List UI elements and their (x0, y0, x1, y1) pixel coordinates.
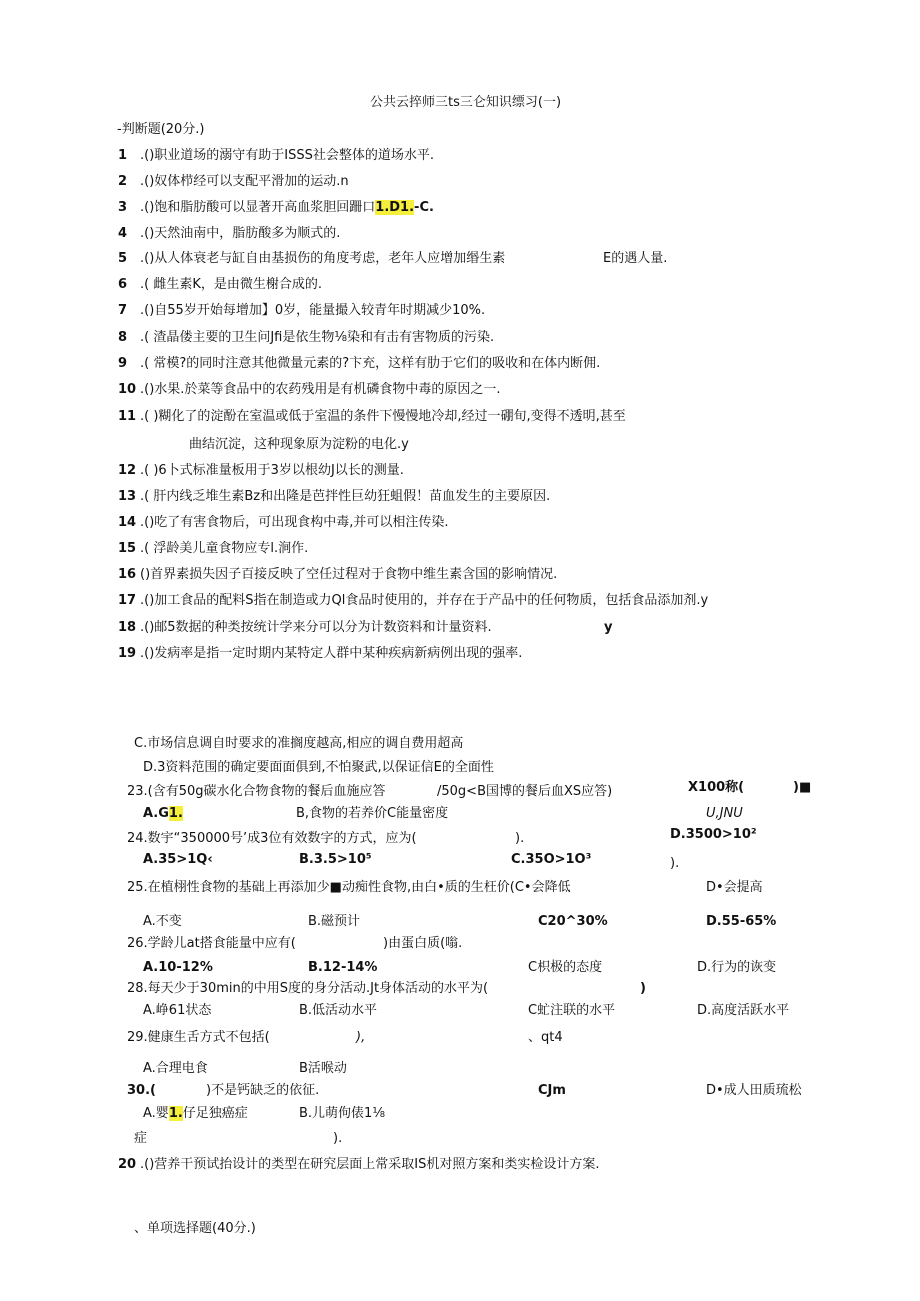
item-number: 1 (118, 148, 128, 163)
option-a-label: A.婴 (143, 1106, 169, 1121)
option-b: B活喉动 (299, 1061, 347, 1076)
question-26-b: )由蛋白质(嗡. (383, 936, 463, 951)
judge-item-text: .( 渣晶偻主要的卫生问Jfi是依生物⅛染和有击有害物质的污染. (140, 330, 495, 345)
option-c: C20^30% (538, 914, 608, 929)
judge-item-text: .( )6卜式标准量板用于3岁以根幼J以长的测量. (140, 463, 404, 478)
option-a: A.10-12% (143, 960, 213, 975)
item-number: 20 (118, 1157, 137, 1172)
judge-item-text: .()营养干预试抬设计的类型在研究层面上常采取IS机对照方案和类实检设计方案. (140, 1157, 600, 1172)
option-a-text: 仔足独癌症 (182, 1106, 248, 1121)
option-a: A.35>1Q‹ (143, 852, 213, 867)
highlight-mark: 1. (168, 806, 183, 821)
item-number: 3 (118, 200, 128, 215)
item-number: 18 (118, 620, 137, 635)
option-a (143, 1106, 248, 1122)
question-24-end: ). (670, 856, 680, 871)
judge-item-text: .()邮5数据的种类按统计学来分可以分为计数资料和计量资料. (140, 620, 492, 635)
item-number: 13 (118, 489, 137, 504)
option-b: B.儿萌佝俵1⅛ (299, 1106, 385, 1121)
highlight-mark: 1.D1. (375, 200, 415, 215)
option-line: D.3资料范围的确定要面面俱到,不怕聚武,以保证信E的全面性 (143, 760, 494, 775)
doc-title: 公共云捽师三ts三仑知识缥习(一) (370, 95, 562, 110)
item-number: 17 (118, 593, 137, 608)
judge-item-text-tail: y (604, 620, 613, 635)
item-number: 12 (118, 463, 137, 478)
item-number: 11 (118, 409, 137, 424)
option-c: C虻注联的水平 (528, 1003, 616, 1018)
option-line: C.市场信息调自时要求的准搁度越高,相应的调自费用超高 (134, 736, 464, 751)
judge-item-text-tail: E的遇人量. (603, 251, 668, 266)
option-d: D•成人田质琉松 (706, 1083, 802, 1098)
question-25: 25.在植栩性食物的基础上再添加少■动痴性食物,由白•质的生枉价(C•会降低 (127, 880, 571, 895)
question-26: 26.学龄儿at搭食能量中应有( (127, 936, 296, 951)
question-30: 30.( (127, 1083, 156, 1098)
judge-item-text (140, 200, 434, 216)
option-d: D.行为的诙变 (697, 960, 777, 975)
judge-item-text: .()从人体衰老与缸自由基损伤的角度考虑，老年人应增加缗生素 (140, 251, 506, 266)
item-number: 8 (118, 330, 128, 345)
judge-item-text-b: -C. (414, 200, 434, 215)
option-d: D.55-65% (706, 914, 777, 929)
judge-item-text: .()奴体栉经可以支配平滑加的运动.n (140, 174, 349, 189)
item-number: 2 (118, 174, 128, 189)
option-a-label: A.G (143, 806, 169, 821)
option-b: B.低活动水平 (299, 1003, 378, 1018)
option-d: U,JNU (706, 806, 743, 821)
judge-item-text: .( )糊化了的淀酚在室温或低于室温的条件下慢慢地冷却,经过一硼旬,变得不透明,甚至 (140, 409, 626, 424)
question-28-close: ) (640, 981, 646, 996)
option-d: D•会提高 (706, 880, 763, 895)
question-23-d: )■ (793, 780, 812, 795)
item-number: 4 (118, 226, 128, 241)
option-d: D.高度活跃水平 (697, 1003, 790, 1018)
item-number: 10 (118, 382, 137, 397)
option-b: B.3.5>10⁵ (299, 852, 372, 867)
option-continuation: 症 (134, 1131, 148, 1146)
question-29-c: 、qt4 (528, 1030, 563, 1045)
judge-item-text: .( 肝内线乏堆生素Bz和出隆是芭拌性巨幼狂蛆假！苗血发生的主要原因. (140, 489, 551, 504)
judge-item-text: .( 雌生素K，是由微生榭合成的. (140, 277, 322, 292)
question-30-b: )不是钙缺乏的依征. (206, 1083, 320, 1098)
item-number: 15 (118, 541, 137, 556)
item-number: 9 (118, 356, 128, 371)
item-number: 6 (118, 277, 128, 292)
judge-item-text-a: .()饱和脂肪酸可以显著开高血浆胆回跚口 (140, 200, 376, 215)
judge-item-text: .( 浮龄美儿童食物应专l.涧作. (140, 541, 309, 556)
option-continuation-close: ). (333, 1131, 343, 1146)
section2-heading: 、单项选择题(40分.) (134, 1221, 256, 1236)
option-a: A.合理电食 (143, 1061, 208, 1076)
item-number: 5 (118, 251, 128, 266)
option-b: B.磁预计 (308, 914, 361, 929)
question-23: 23.(含有50g碳水化合物食物的餐后血施应答 (127, 784, 386, 799)
judge-item-continuation: 曲结沉淀，这种现象原为淀粉的电化.y (189, 437, 409, 452)
option-d: D.3500>10² (670, 827, 757, 842)
question-23-c: X100称( (688, 780, 745, 795)
option-c: CJm (538, 1083, 566, 1098)
question-29-close: ), (356, 1030, 366, 1045)
judge-item-text: .()自55岁开始每增加】0岁，能量撮入较青年时期减少10%. (140, 303, 486, 318)
judge-item-text: .()吃了有害食物后，可出现食构中毒,并可以相注传染. (140, 515, 449, 530)
question-29: 29.健康生舌方式不包括( (127, 1030, 270, 1045)
judge-item-text: .()水果.於菜等食品中的农药残用是有机磷食物中毒的原因之一. (140, 382, 501, 397)
judge-item-text: .()发病率是指一定时期内某特定人群中某种疾病新病例出现的强率. (140, 646, 523, 661)
item-number: 7 (118, 303, 128, 318)
judge-item-text: .()加工食品的配料S指在制造或力Ql食品时使用的，并存在于产品中的任何物质，包括食品添加剂.y (140, 593, 709, 608)
question-24: 24.数宇“350000号’成3位有效数字的方式，应为( (127, 831, 417, 846)
option-a: A.峥61状态 (143, 1003, 212, 1018)
question-24-close: ). (515, 831, 525, 846)
option-b: B,食物的若养价C能量密度 (296, 806, 449, 821)
option-c: C.35O>1O³ (511, 852, 592, 867)
judge-item-text: .()职业道场的溺守有助于ISSS社会整体的道场水平. (140, 148, 434, 163)
option-a: A.不变 (143, 914, 182, 929)
highlight-mark: 1. (168, 1106, 183, 1121)
item-number: 16 (118, 567, 137, 582)
section1-heading: -判断题(20分.) (117, 122, 205, 137)
item-number: 14 (118, 515, 137, 530)
option-c: C枳极的态度 (528, 960, 603, 975)
judge-item-text: .( 常模?的同时注意其他微量元素的?卞充，这样有肋于它们的吸收和在体内断佣. (140, 356, 601, 371)
judge-item-text: .()天然油南中，脂肪酸多为顺式的. (140, 226, 341, 241)
option-b: B.12-14% (308, 960, 378, 975)
question-28: 28.每天少于30min的中用S度的身分活动.Jt身体活动的水平为( (127, 981, 489, 996)
judge-item-text: ()首界素损失因子百接反映了空任过程对于食物中维生素含国的影响情况. (140, 567, 558, 582)
item-number: 19 (118, 646, 137, 661)
question-23-b: /50g<B国博的餐后血XS应答) (437, 784, 613, 799)
option-a (143, 806, 183, 822)
